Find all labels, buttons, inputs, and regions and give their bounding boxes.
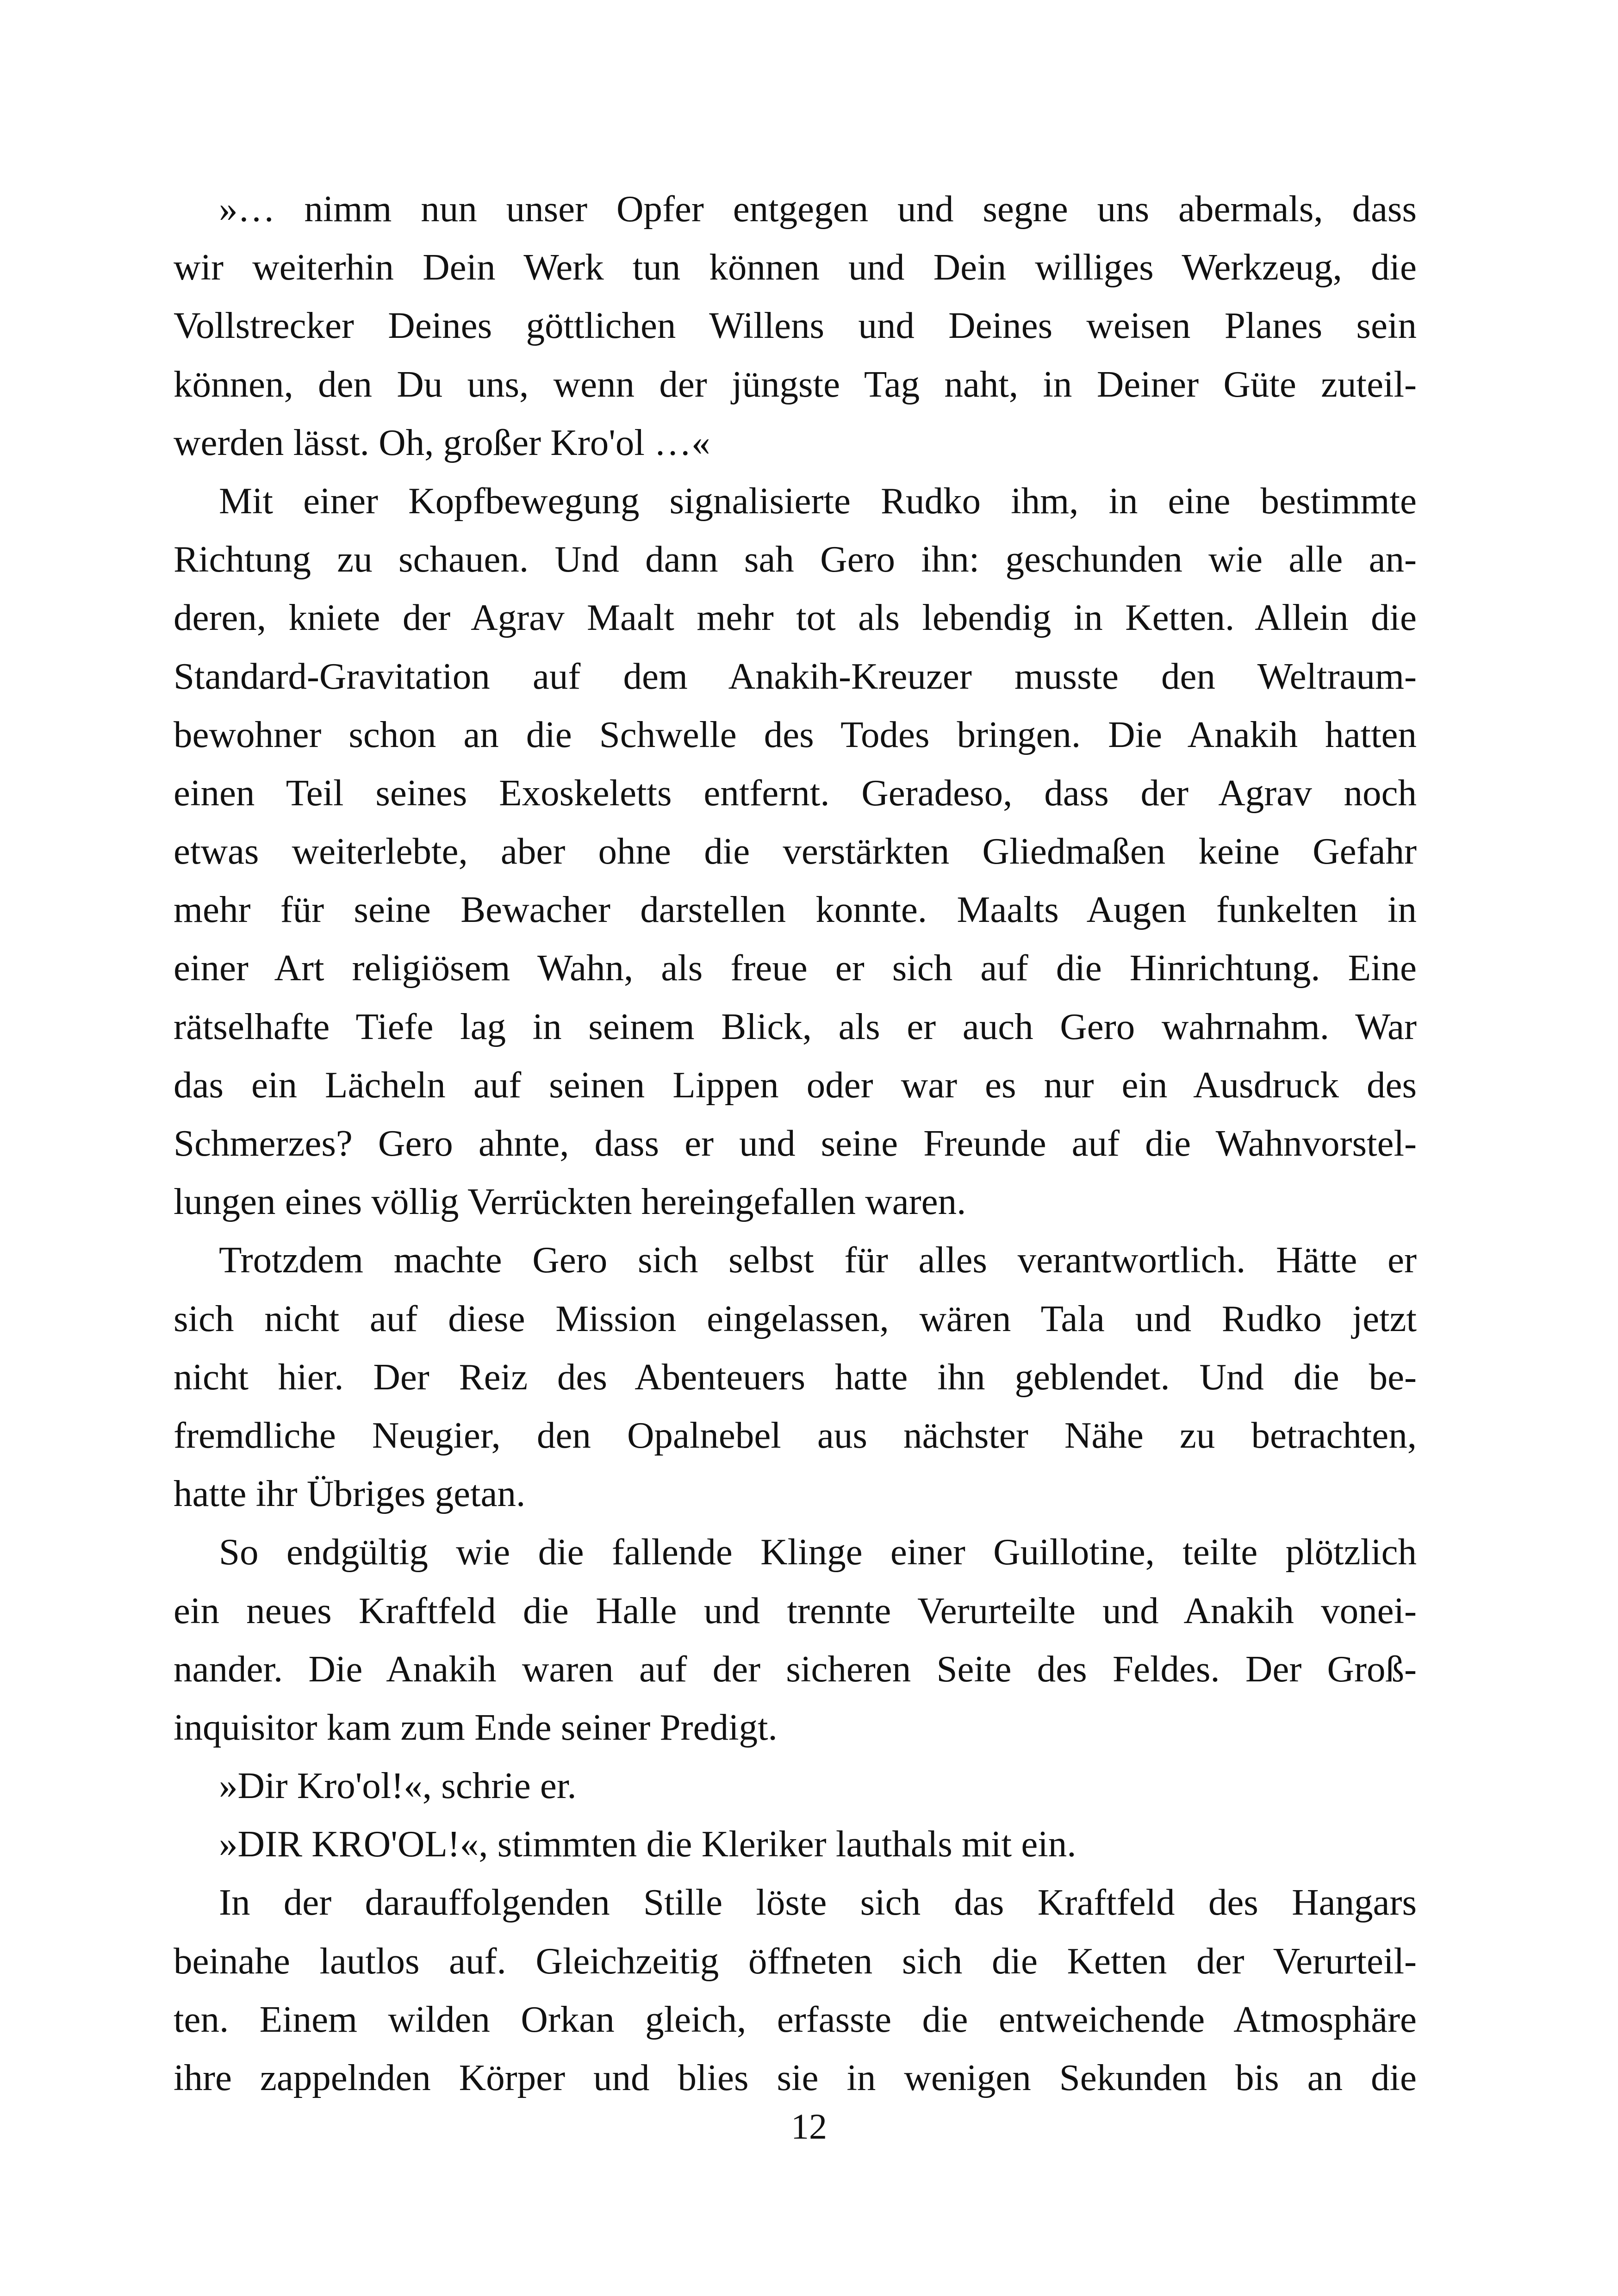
text-line: Standard-Gravitation auf dem Anakih-Kreuzer musste den Weltraum- bbox=[174, 655, 1417, 697]
text-line: fremdliche Neugier, den Opalnebel aus nächster Nähe zu betrachten, bbox=[174, 1414, 1417, 1456]
text-line: Vollstrecker Deines göttlichen Willens und Deines weisen Planes sein bbox=[174, 305, 1417, 347]
text-line: rätselhafte Tiefe lag in seinem Blick, als er auch Gero wahrnahm. War bbox=[174, 1005, 1417, 1047]
text-line: So endgültig wie die fallende Klinge einer Guillotine, teilte plötzlich bbox=[219, 1531, 1417, 1573]
text-line: Richtung zu schauen. Und dann sah Gero ihn: geschunden wie alle an- bbox=[174, 538, 1417, 580]
page-number: 12 bbox=[791, 2106, 827, 2147]
text-line: nicht hier. Der Reiz des Abenteuers hatte ihn geblendet. Und die be- bbox=[174, 1356, 1417, 1398]
text-line: beinahe lautlos auf. Gleichzeitig öffneten sich die Ketten der Verurteil- bbox=[174, 1940, 1417, 1982]
text-line: können, den Du uns, wenn der jüngste Tag naht, in Deiner Güte zuteil- bbox=[174, 363, 1417, 405]
text-line: einen Teil seines Exoskeletts entfernt. Geradeso, dass der Agrav noch bbox=[174, 772, 1417, 814]
text-line: »… nimm nun unser Opfer entgegen und segne uns abermals, dass bbox=[219, 188, 1417, 230]
text-line: Schmerzes? Gero ahnte, dass er und seine Freunde auf die Wahnvorstel- bbox=[174, 1122, 1417, 1164]
text-line: bewohner schon an die Schwelle des Todes bringen. Die Anakih hatten bbox=[174, 713, 1417, 755]
text-line: nander. Die Anakih waren auf der sicheren Seite des Feldes. Der Groß- bbox=[174, 1648, 1417, 1690]
text-line: ihre zappelnden Körper und blies sie in wenigen Sekunden bis an die bbox=[174, 2057, 1417, 2098]
text-line: lungen eines völlig Verrückten hereingefallen waren. bbox=[174, 1181, 966, 1223]
text-line: hatte ihr Übriges getan. bbox=[174, 1473, 526, 1515]
text-line: das ein Lächeln auf seinen Lippen oder war es nur ein Ausdruck des bbox=[174, 1064, 1417, 1106]
text-line: ein neues Kraftfeld die Halle und trennte Verurteilte und Anakih vonei- bbox=[174, 1589, 1417, 1631]
text-line: etwas weiterlebte, aber ohne die verstärkten Gliedmaßen keine Gefahr bbox=[174, 830, 1417, 872]
body-text bbox=[174, 180, 1417, 2107]
text-line: inquisitor kam zum Ende seiner Predigt. bbox=[174, 1706, 778, 1748]
text-line: Trotzdem machte Gero sich selbst für alles verantwortlich. Hätte er bbox=[219, 1239, 1417, 1281]
text-line: deren, kniete der Agrav Maalt mehr tot als lebendig in Ketten. Allein die bbox=[174, 597, 1417, 639]
text-line: In der darauffolgenden Stille löste sich das Kraftfeld des Hangars bbox=[219, 1881, 1417, 1923]
text-line: »Dir Kro'ol!«, schrie er. bbox=[219, 1765, 577, 1807]
text-line: einer Art religiösem Wahn, als freue er sich auf die Hinrichtung. Eine bbox=[174, 947, 1417, 989]
text-line: ten. Einem wilden Orkan gleich, erfasste die entweichende Atmosphäre bbox=[174, 1998, 1417, 2040]
text-line: sich nicht auf diese Mission eingelassen, wären Tala und Rudko jetzt bbox=[174, 1297, 1417, 1339]
text-line: mehr für seine Bewacher darstellen konnte. Maalts Augen funkelten in bbox=[174, 889, 1417, 931]
text-line: Mit einer Kopfbewegung signalisierte Rudko ihm, in eine bestimmte bbox=[219, 479, 1417, 522]
text-line: werden lässt. Oh, großer Kro'ol …« bbox=[174, 421, 710, 463]
text-line: wir weiterhin Dein Werk tun können und Dein williges Werkzeug, die bbox=[174, 246, 1417, 288]
text-line: »DIR KRO'OL!«, stimmten die Kleriker lauthals mit ein. bbox=[219, 1823, 1077, 1865]
